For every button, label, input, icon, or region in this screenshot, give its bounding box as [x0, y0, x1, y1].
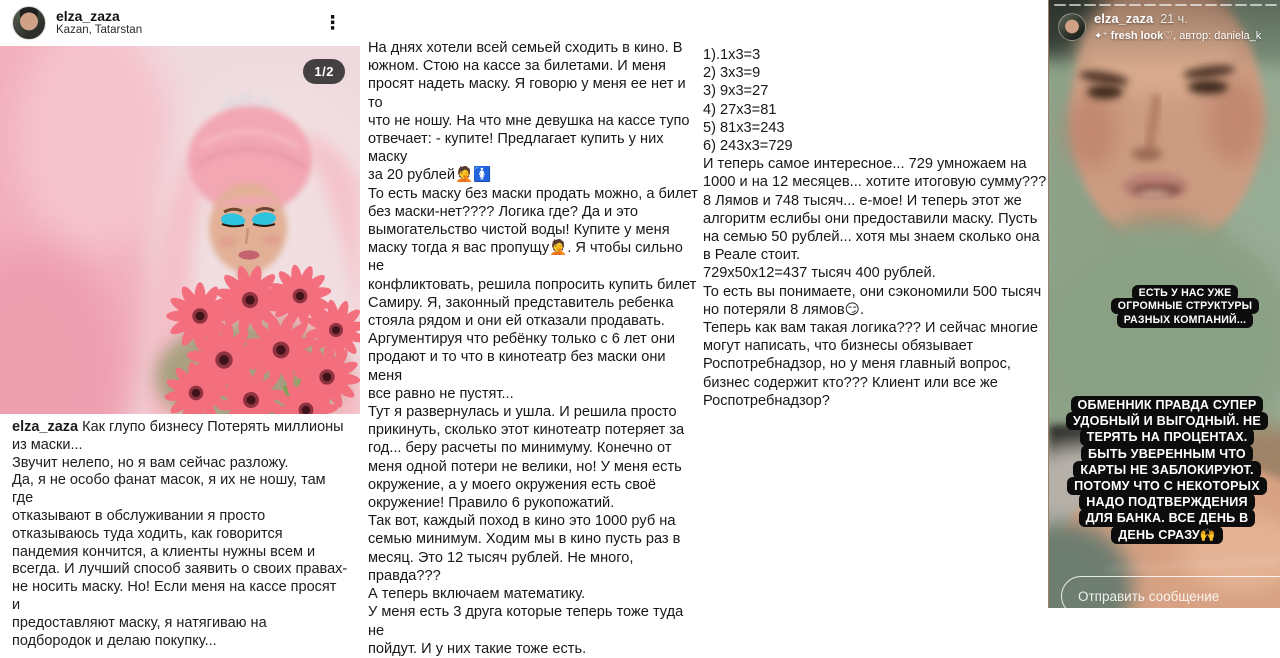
story-text-overlay-1: ЕСТЬ У НАС УЖЕ ОГРОМНЫЕ СТРУКТУРЫ РАЗНЫХ КОМПАНИЙ...	[1097, 287, 1273, 327]
remix-author: , автор: daniela_k	[1173, 30, 1262, 42]
remix-icon: ✦⁺	[1094, 31, 1108, 42]
send-message-input[interactable]	[1061, 576, 1280, 608]
instagram-story[interactable]	[1048, 0, 1280, 608]
caption-continuation-column-2: 1).1х3=3 2) 3х3=9 3) 9х3=27 4) 27х3=81 5) 81х3=243 6) 243х3=729 И теперь самое интересное... 729 умножаем на 1000 и на 12 месяцев... хотите итоговую сумму??? 8 Лямов и 748 тысяч... е-мое! И теперь этот же алгоритм еслибы они предоставили маску. Пусть на семью 50 рублей... хотя мы знаем сколько она в Реале стоит. 729х50х12=437 тысяч 400 рублей. То есть вы понимаете, они сэкономили 500 тысяч но потеряли 8 лямов😏. Теперь как вам такая логика??? И сейчас многие могут написать, что бизнесы обязывает Роспотребнадзор, но у меня главный вопрос, бизнес содержит кто??? Клиент или все же Роспотребнадзор?	[703, 47, 1047, 409]
photo-illustration	[0, 46, 360, 414]
instagram-post	[0, 0, 360, 649]
post-header	[0, 0, 360, 46]
story-time: 21 ч.	[1160, 12, 1188, 26]
story-progress-bar	[1054, 4, 1277, 6]
more-options-icon[interactable]: ⋮	[323, 12, 342, 34]
post-caption	[0, 414, 360, 650]
caption-text: Как глупо бизнесу Потерять миллионы из маски... Звучит нелепо, но я вам сейчас разложу. Да, я не особо фанат масок, я их не ношу, там где отказывают в обслуживании я просто отказываюсь туда ходить, как говорится пандемия кончится, а клиенты нужны всем и всегда. И лучший способ заявить о своих правах- не носить маску. Но! Если меня на кассе просят и предоставляют маску, я натягиваю на подбородок и делаю покупку...	[12, 419, 348, 649]
story-header-text	[1094, 11, 1264, 42]
post-location[interactable]: Kazan, Tatarstan	[56, 24, 143, 37]
story-avatar[interactable]	[1058, 13, 1086, 41]
post-photo[interactable]	[0, 46, 360, 414]
story-remix-line[interactable]	[1094, 29, 1264, 42]
caption-continuation-column-1: На днях хотели всей семьей сходить в кино. В южном. Стою на кассе за билетами. И меня просят надеть маску. Я говорю у меня ее нет и то что не ношу. На что мне девушка на кассе тупо отвечает: - купите! Предлагает купить у них маску за 20 рублей🤦🚺 То есть маску без маски продать можно, а билет без маски-нет???? Логика где? Да и это вымогательство чистой воды! Купите у меня маску тогда я вас пропущу🤦. Я чтобы сильно не конфликтовать, решила попросить купить билет Самиру. Я, законный представитель ребенка стояла рядом и они ей отказали продавать. Аргументируя что ребёнку только с 6 лет они продают и то что в кинотеатр без маски они меня все равно не пустят... Тут я развернулась и ушла. И решила просто прикинуть, сколько этот кинотеатр потеряет за год... беру расчеты по минимуму. Конечно от меня одной потери не велики, но! У меня есть окружение, а у моего окружения есть своё окружение! Правило 6 рукопожатий. Так вот, каждый поход в кино это 1000 руб на семью минимум. Ходим мы в кино пусть раз в месяц. Это 12 тысяч рублей. Не много, правда??? А теперь включаем математику. У меня есть 3 друга которые теперь тоже туда не пойдут. И у них такие тоже есть.	[368, 40, 698, 657]
story-text-overlay-2: ОБМЕННИК ПРАВДА СУПЕР УДОБНЫЙ И ВЫГОДНЫЙ. НЕ ТЕРЯТЬ НА ПРОЦЕНТАХ. БЫТЬ УВЕРЕННЫМ ЧТО КАРТЫ НЕ ЗАБЛОКИРУЮТ. ПОТОМУ ЧТО С НЕКОТОРЫХ НАДО ПОДТВЕРЖДЕНИЯ ДЛЯ БАНКА. ВСЕ ДЕНЬ В ДЕНЬ СРАЗУ🙌	[1061, 397, 1273, 543]
story-username[interactable]: elza_zaza	[1094, 11, 1154, 26]
post-username[interactable]: elza_zaza	[56, 7, 120, 24]
story-header	[1049, 11, 1280, 42]
carousel-page-badge: 1/2	[303, 59, 345, 84]
caption-author[interactable]: elza_zaza	[12, 419, 79, 435]
avatar[interactable]	[12, 6, 46, 40]
remix-title: fresh look♡	[1110, 30, 1174, 42]
post-header-text	[56, 8, 142, 38]
